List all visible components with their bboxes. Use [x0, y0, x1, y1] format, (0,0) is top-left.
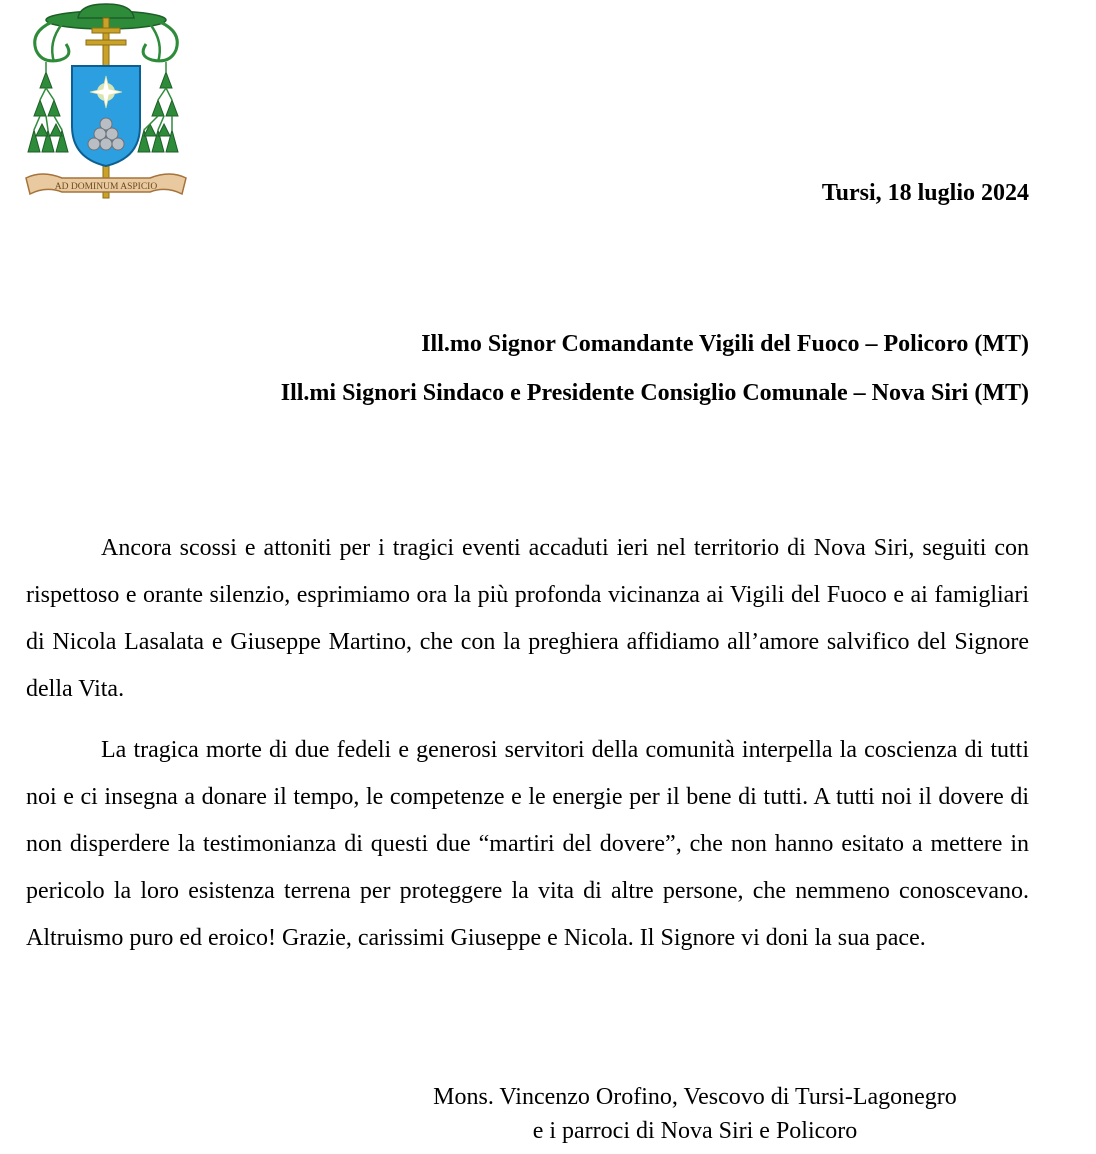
addressee-mayor: Ill.mi Signori Sindaco e Presidente Consiglio Comunale – Nova Siri (MT) — [280, 380, 1029, 406]
signature-block — [330, 1080, 1060, 1148]
crest-motto: AD DOMINUM ASPICIO — [54, 182, 158, 192]
signature-line-parishes: e i parroci di Nova Siri e Policoro — [532, 1118, 858, 1144]
coat-of-arms-graphic — [22, 2, 190, 202]
coat-of-arms — [22, 2, 190, 202]
paragraph-tribute: La tragica morte di due fedeli e generosi servitori della comunità interpella la coscienza di tutti noi e ci insegna a donare il tempo, le competenze e le energie per il bene di tutti. A tutti noi il dovere di non disperdere la testimonianza di questi due “martiri del dovere”, che non hanno esitato a mettere in pericolo la loro esistenza terrena per proteggere la vita di altre persone, che nemmeno conoscevano. Altruismo puro ed eroico! Grazie, carissimi Giuseppe e Nicola. Il Signore vi doni la sua pace. — [26, 737, 1029, 951]
signature-line-bishop: Mons. Vincenzo Orofino, Vescovo di Tursi-Lagonegro — [433, 1084, 957, 1110]
paragraph-condolences: Ancora scossi e attoniti per i tragici eventi accaduti ieri nel territorio di Nova Siri, seguiti con rispettoso e orante silenzio, esprimiamo ora la più profonda vicinanza ai Vigili del Fuoco e ai famigliari di Nicola Lasalata e Giuseppe Martino, che con la preghiera affidiamo all’amore salvifico del Signore della Vita. — [26, 535, 1029, 702]
letter-date: Tursi, 18 luglio 2024 — [821, 180, 1029, 206]
addressee-firefighters: Ill.mo Signor Comandante Vigili del Fuoco – Policoro (MT) — [421, 331, 1029, 357]
